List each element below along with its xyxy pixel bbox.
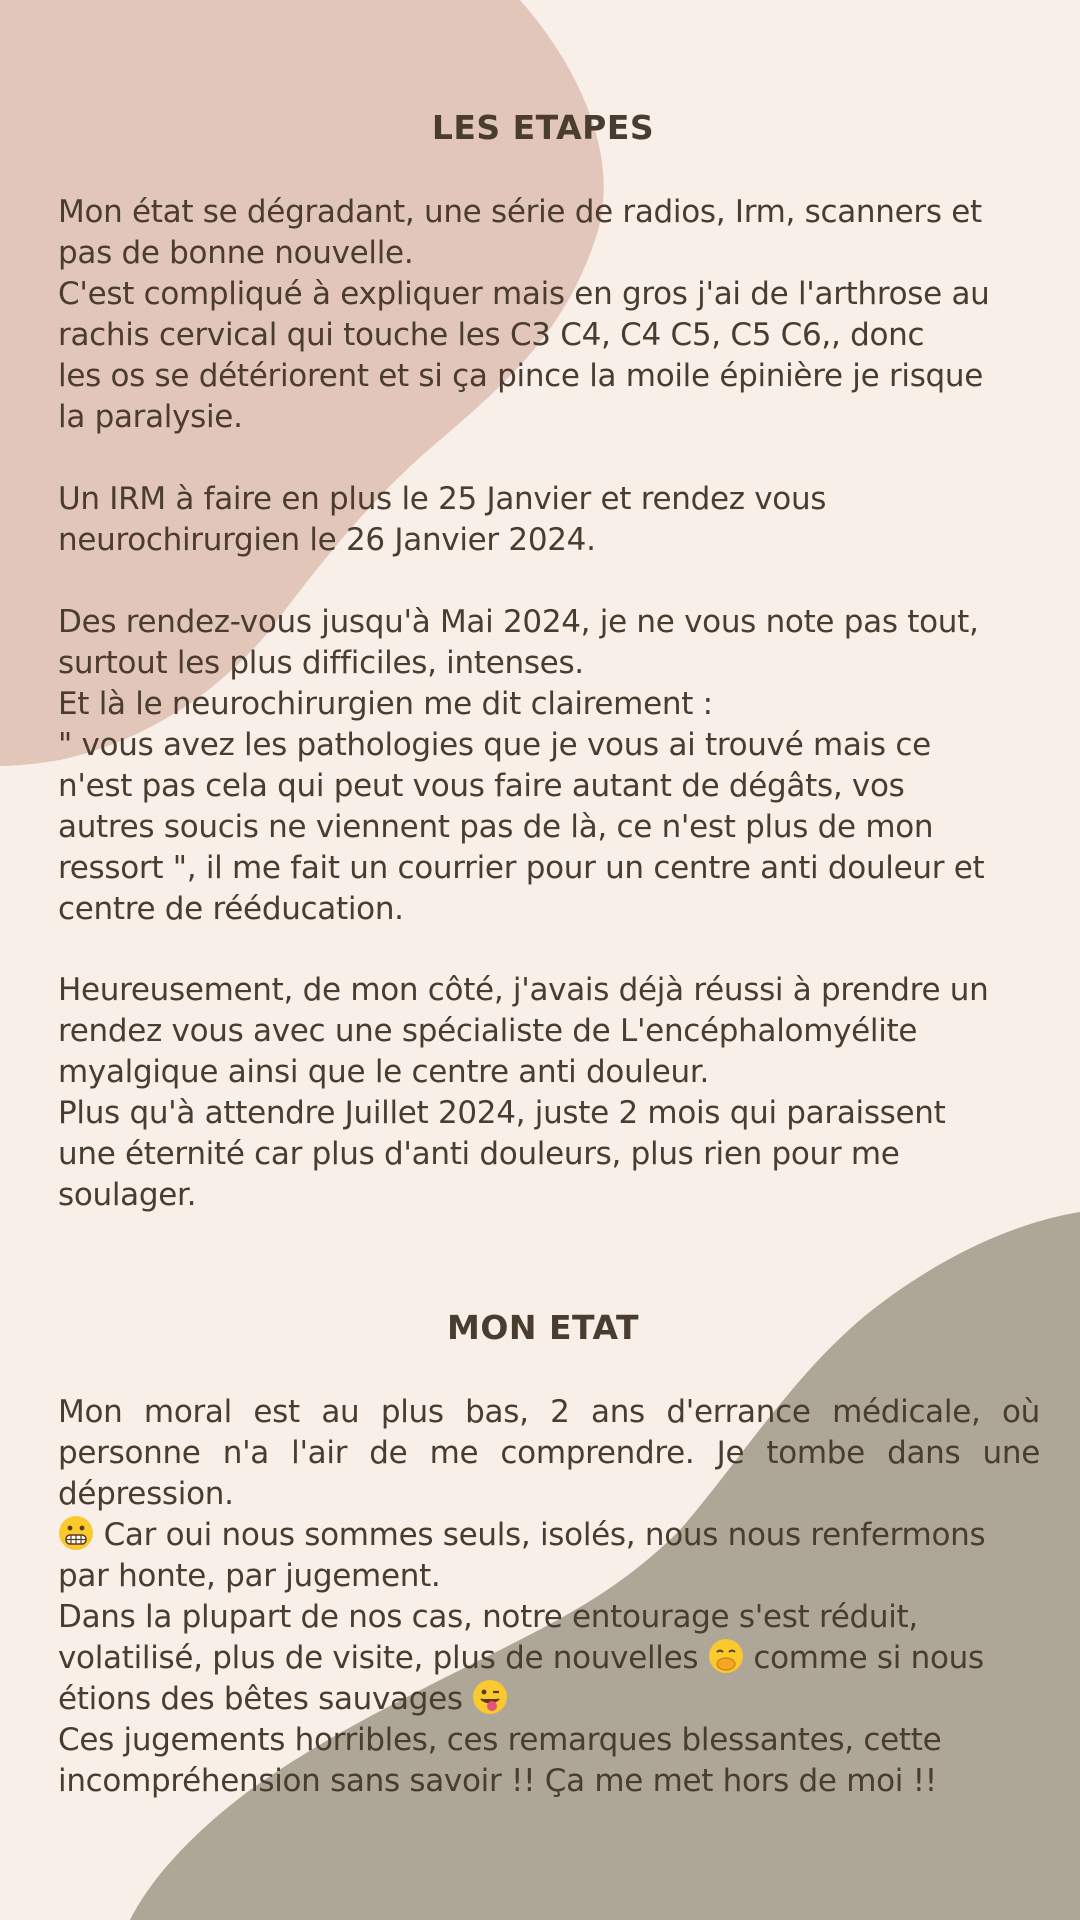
family-text-b: comme si nous étions des bêtes sauvages (58, 1640, 984, 1717)
paragraph-neurosurgeon: Des rendez-vous jusqu'à Mai 2024, je ne vous note pas tout, surtout les plus difficiles, intenses. Et là le neurochirurgien me dit clairement : " vous avez les pathologies que je vous ai trouvé mais ce n'est pas cela qui peut vous faire autant de dégâts, vos autres soucis ne viennent pas de là, ce n'est plus de mon ressort ", il me fait un courrier pour un centre anti douleur et centre de rééducation. (58, 604, 985, 927)
paragraph-specialist: Heureusement, de mon côté, j'avais déjà réussi à prendre un rendez vous avec une spécialiste de L'encéphalomyélite myalgique ainsi que le centre anti douleur. Plus qu'à attendre Juillet 2024, juste 2 mois qui paraissent une éternité car plus d'anti douleurs, plus rien pour me soulager. (58, 972, 989, 1213)
paragraph-isolation (58, 1515, 1040, 1597)
winking-face-with-tongue-icon (472, 1679, 508, 1715)
family-text-a: Dans la plupart de nos cas, notre entourage s'est réduit, volatilisé, plus de visite, plus de nouvelles (58, 1599, 918, 1676)
section-heading-etat: MON ETAT (447, 1308, 639, 1347)
paragraph-imaging: Mon état se dégradant, une série de radios, Irm, scanners et pas de bonne nouvelle. C'est compliqué à expliquer mais en gros j'ai de l'arthrose au rachis cervical qui touche les C3 C4, C4 C5, C5 C6,, donc les os se détériorent et si ça pince la moile épinière je risque la paralysie. (58, 194, 990, 435)
paragraph-judgements: Ces jugements horribles, ces remarques blessantes, cette incompréhension sans savoir !! Ça me met hors de moi !! (58, 1722, 942, 1799)
face-with-hand-over-mouth-icon (708, 1638, 744, 1674)
paragraph-irm-appointment: Un IRM à faire en plus le 25 Janvier et rendez vous neurochirurgien le 26 Janvier 2024. (58, 481, 827, 558)
isolation-text: Car oui nous sommes seuls, isolés, nous nous renfermons par honte, par jugement. (58, 1517, 986, 1594)
section-heading-etapes: LES ETAPES (431, 108, 655, 147)
paragraph-family (58, 1597, 1040, 1720)
paragraph-moral: Mon moral est au plus bas, 2 ans d'errance médicale, où personne n'a l'air de me comprendre. Je tombe dans une dépression. (58, 1394, 1040, 1512)
grimacing-face-icon (58, 1515, 94, 1551)
